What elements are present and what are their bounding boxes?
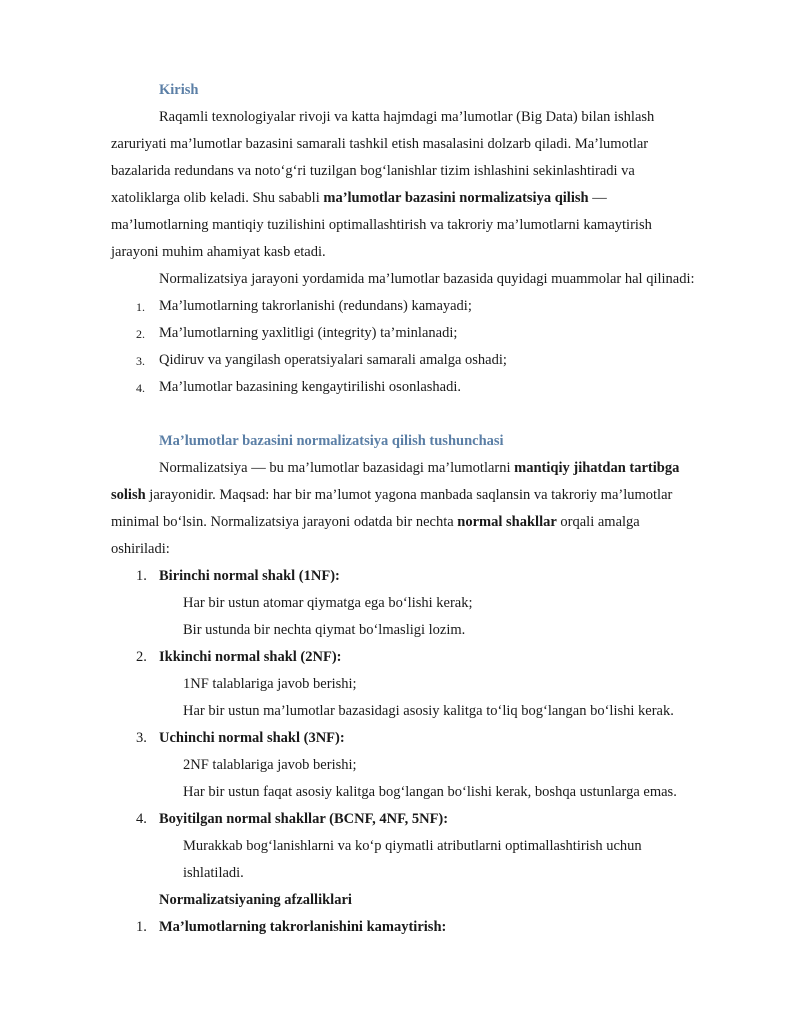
bold-term: Normalizatsiyaning afzalliklari (159, 892, 352, 908)
list-number: 1. (136, 919, 147, 935)
list-number: 2. (136, 327, 145, 341)
form-detail: Har bir ustun faqat asosiy kalitga bog‘langan bo‘lishi kerak, boshqa ustunlarga emas. (183, 784, 677, 800)
form-title (159, 648, 342, 666)
section-heading-intro: Kirish (159, 82, 199, 98)
paragraph-line: ma’lumotlarning mantiqiy tuzilishini optimallashtirish va takroriy ma’lumotlarni kamaytirish (111, 217, 652, 233)
form-title (159, 729, 345, 747)
text-run: orqali amalga (556, 514, 640, 530)
form-title (159, 567, 340, 585)
list-item (159, 918, 446, 936)
form-detail: Murakkab bog‘lanishlarni va ko‘p qiymatli atributlarni optimallashtirish uchun (183, 838, 642, 854)
bold-term: Ikkinchi normal shakl (2NF): (159, 649, 342, 665)
section-heading-concept: Ma’lumotlar bazasini normalizatsiya qilish tushunchasi (159, 433, 504, 449)
form-detail: Har bir ustun ma’lumotlar bazasidagi asosiy kalitga to‘liq bog‘langan bo‘lishi kerak. (183, 703, 674, 719)
list-number: 4. (136, 381, 145, 395)
paragraph-line (159, 459, 679, 477)
bold-term: solish (111, 487, 146, 503)
paragraph-line (111, 486, 672, 504)
paragraph-line: jarayoni muhim ahamiyat kasb etadi. (111, 244, 326, 260)
paragraph-line (111, 513, 640, 531)
list-number: 3. (136, 354, 145, 368)
bold-term: Ma’lumotlarning takrorlanishini kamaytirish: (159, 919, 447, 935)
list-number: 4. (136, 811, 147, 827)
form-detail: 2NF talablariga javob berishi; (183, 757, 357, 773)
list-item: Ma’lumotlarning yaxlitligi (integrity) ta’minlanadi; (159, 325, 458, 341)
list-item: Qidiruv va yangilash operatsiyalari samarali amalga oshadi; (159, 352, 507, 368)
paragraph-line: bazalarida redundans va noto‘g‘ri tuzilgan bog‘lanishlar tizim ishlashini sekinlashtiradi va (111, 163, 635, 179)
list-number: 1. (136, 300, 145, 314)
text-run: jarayonidir. Maqsad: har bir ma’lumot yagona manbada saqlansin va takroriy ma’lumotlar (145, 487, 673, 503)
form-detail: Har bir ustun atomar qiymatga ega bo‘lishi kerak; (183, 595, 473, 611)
form-detail: ishlatiladi. (183, 865, 244, 881)
text-run: minimal bo‘lsin. Normalizatsiya jarayoni odatda bir nechta (111, 514, 458, 530)
bold-term: normal shakllar (457, 514, 557, 530)
bold-term: ma’lumotlar bazasini normalizatsiya qilish (323, 190, 589, 206)
form-detail: Bir ustunda bir nechta qiymat bo‘lmasligi lozim. (183, 622, 466, 638)
form-title (159, 810, 448, 828)
list-number: 1. (136, 568, 147, 584)
paragraph-line: zaruriyati ma’lumotlar bazasini samarali tashkil etish masalasini dolzarb qiladi. Ma’lumotlar (111, 136, 649, 152)
text-run: Normalizatsiya — bu ma’lumotlar bazasidagi ma’lumotlarni (159, 460, 515, 476)
paragraph-line: oshiriladi: (111, 541, 170, 557)
text-run: — (588, 190, 607, 206)
list-item: Ma’lumotlarning takrorlanishi (redundans) kamayadi; (159, 298, 472, 314)
form-detail: 1NF talablariga javob berishi; (183, 676, 357, 692)
subheading-advantages (159, 891, 352, 909)
paragraph-line: Normalizatsiya jarayoni yordamida ma’lumotlar bazasida quyidagi muammolar hal qilinadi: (159, 271, 695, 287)
list-number: 3. (136, 730, 147, 746)
bold-term: Uchinchi normal shakl (3NF): (159, 730, 345, 746)
bold-term: Birinchi normal shakl (1NF): (159, 568, 340, 584)
bold-term: mantiqiy jihatdan tartibga (514, 460, 680, 476)
list-number: 2. (136, 649, 147, 665)
paragraph-line: Raqamli texnologiyalar rivoji va katta hajmdagi ma’lumotlar (Big Data) bilan ishlash (159, 109, 655, 125)
bold-term: Boyitilgan normal shakllar (BCNF, 4NF, 5NF): (159, 811, 449, 827)
text-run: xatoliklarga olib keladi. Shu sababli (111, 190, 324, 206)
list-item: Ma’lumotlar bazasining kengaytirilishi osonlashadi. (159, 379, 462, 395)
paragraph-line (111, 189, 607, 207)
